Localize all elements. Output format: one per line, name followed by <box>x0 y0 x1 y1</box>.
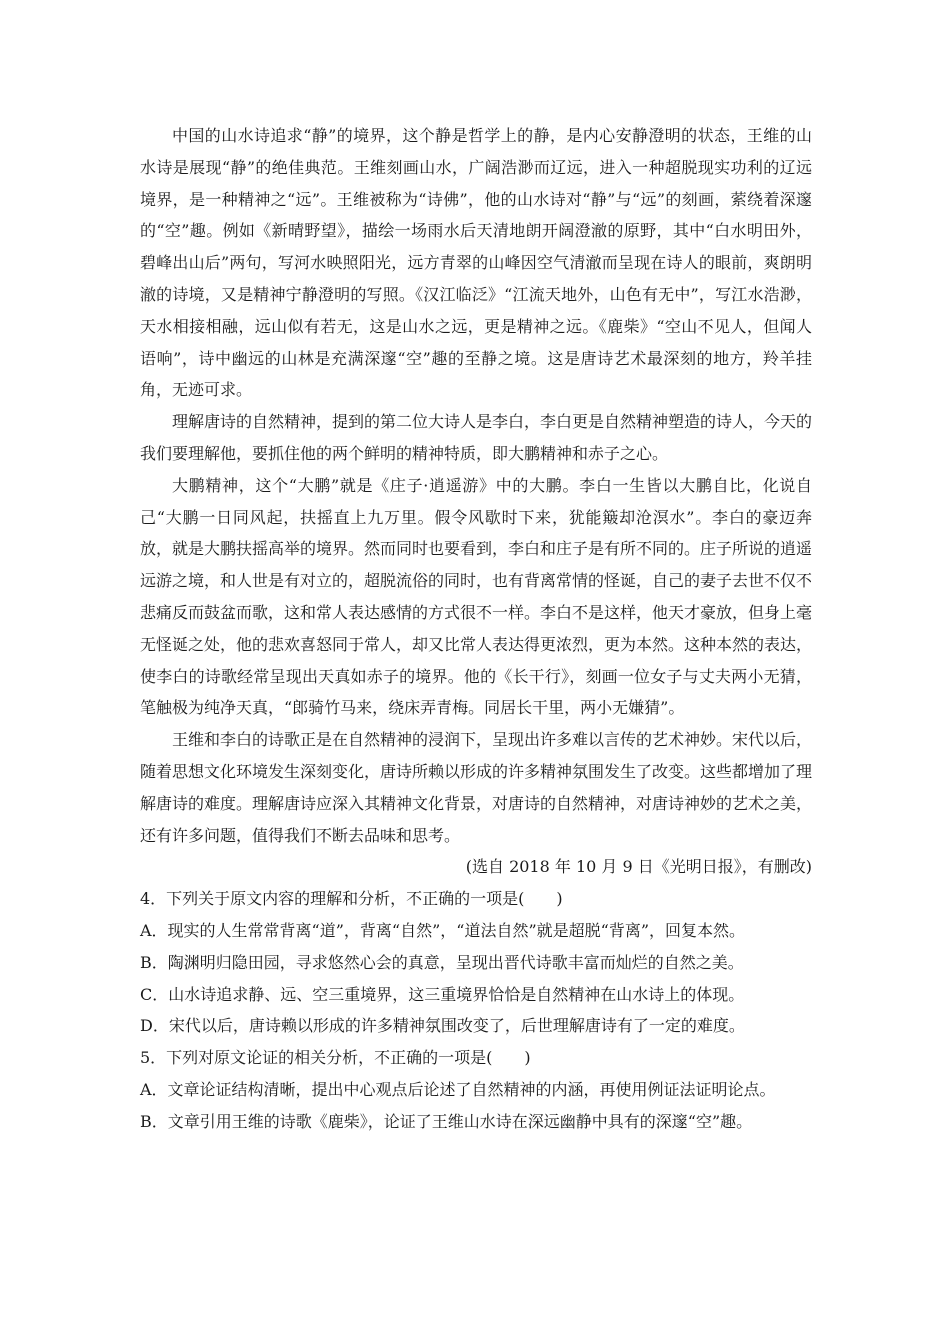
passage-paragraph-4: 王维和李白的诗歌正是在自然精神的浸润下，呈现出许多难以言传的艺术神妙。宋代以后，随着思想文化环境发生深刻变化，唐诗所赖以形成的许多精神氛围发生了改变。这些都增加了理解唐诗的难度。理解唐诗应深入其精神文化背景，对唐诗的自然精神，对唐诗神妙的艺术之美，还有许多问题，值得我们不断去品味和思考。 <box>140 730 813 845</box>
question-5-stem: 5．下列对原文论证的相关分析，不正确的一项是( ) <box>140 1048 531 1068</box>
passage-source: (选自 2018 年 10 月 9 日《光明日报》，有删改) <box>465 857 812 877</box>
question-4-option-b: B．陶渊明归隐田园，寻求悠然心会的真意，呈现出晋代诗歌丰富而灿烂的自然之美。 <box>140 952 744 972</box>
question-5-option-a: A．文章论证结构清晰，提出中心观点后论述了自然精神的内涵，再使用例证法证明论点。 <box>140 1079 776 1099</box>
question-5 <box>140 1042 812 1137</box>
question-4-option-d: D．宋代以后，唐诗赖以形成的许多精神氛围改变了，后世理解唐诗有了一定的难度。 <box>140 1016 745 1036</box>
question-4 <box>140 883 812 1042</box>
question-4-stem: 4．下列关于原文内容的理解和分析，不正确的一项是( ) <box>140 889 563 909</box>
reading-passage <box>140 120 812 883</box>
passage-paragraph-3: 大鹏精神，这个“大鹏”就是《庄子·逍遥游》中的大鹏。李白一生皆以大鹏自比，化说自己“大鹏一日同风起，扶摇直上九万里。假令风歇时下来，犹能簸却沧溟水”。李白的豪迈奔放，就是大鹏扶摇高举的境界。然而同时也要看到，李白和庄子是有所不同的。庄子所说的逍遥远游之境，和人世是有对立的，超脱流俗的同时，也有背离常情的怪诞，自己的妻子去世不仅不悲痛反而鼓盆而歌，这和常人表达感情的方式很不一样。李白不是这样，他天才豪放，但身上毫无怪诞之处，他的悲欢喜怒同于常人，却又比常人表达得更浓烈，更为本然。这种本然的表达，使李白的诗歌经常呈现出天真如赤子的境界。他的《长干行》，刻画一位女子与丈夫两小无猜，笔触极为纯净天真，“郎骑竹马来，绕床弄青梅。同居长干里，两小无嫌猜”。 <box>140 475 813 718</box>
question-5-option-b: B．文章引用王维的诗歌《鹿柴》，论证了王维山水诗在深远幽静中具有的深邃“空”趣。 <box>140 1111 753 1131</box>
passage-paragraph-1: 中国的山水诗追求“静”的境界，这个静是哲学上的静，是内心安静澄明的状态，王维的山水诗是展现“静”的绝佳典范。王维刻画山水，广阔浩渺而辽远，进入一种超脱现实功利的辽远境界，是一种精神之“远”。王维被称为“诗佛”，他的山水诗对“静”与“远”的刻画，萦绕着深邃的“空”趣。例如《新晴野望》，描绘一场雨水后天清地朗开阔澄澈的原野，其中“白水明田外，碧峰出山后”两句，写河水映照阳光，远方青翠的山峰因空气清澈而呈现在诗人的眼前，爽朗明澈的诗境，又是精神宁静澄明的写照。《汉江临泛》“江流天地外，山色有无中”，写江水浩渺，天水相接相融，远山似有若无，这是山水之远，更是精神之远。《鹿柴》“空山不见人，但闻人语响”，诗中幽远的山林是充满深邃“空”趣的至静之境。这是唐诗艺术最深刻的地方，羚羊挂角，无迹可求。 <box>140 126 812 400</box>
passage-paragraph-2: 理解唐诗的自然精神，提到的第二位大诗人是李白，李白更是自然精神塑造的诗人，今天的我们要理解他，要抓住他的两个鲜明的精神特质，即大鹏精神和赤子之心。 <box>140 412 813 463</box>
document-page <box>140 120 812 1138</box>
question-4-option-c: C．山水诗追求静、远、空三重境界，这三重境界恰恰是自然精神在山水诗上的体现。 <box>140 984 745 1004</box>
question-4-option-a: A．现实的人生常常背离“道”，背离“自然”，“道法自然”就是超脱“背离”，回复本然。 <box>140 920 745 940</box>
